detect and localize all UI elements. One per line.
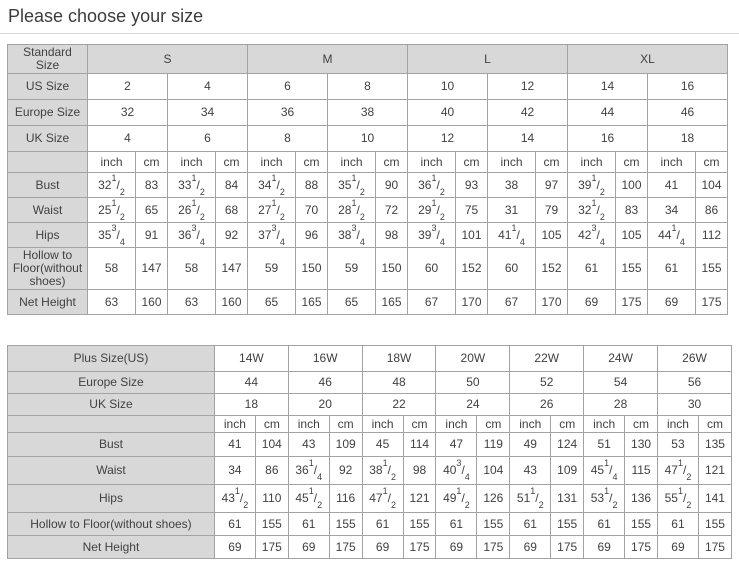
measure-cell: 75 (456, 198, 488, 223)
measure-cell: 69 (288, 536, 329, 559)
measure-cell: 175 (696, 290, 728, 315)
measure-cell: 63 (168, 290, 216, 315)
measure-cell: 110 (255, 485, 288, 513)
measure-cell: $35^1/_2$ (328, 173, 376, 198)
row-label: Hips (8, 485, 215, 513)
measure-cell: 98 (403, 457, 436, 485)
measure-cell: 175 (255, 536, 288, 559)
measure-cell: $41^1/_4$ (488, 223, 536, 248)
unit-header: cm (216, 152, 248, 173)
size-header: 16W (288, 346, 362, 372)
measure-cell: 155 (616, 248, 648, 290)
measure-cell: 155 (696, 248, 728, 290)
unit-header: inch (648, 152, 696, 173)
size-value-cell: 34 (168, 100, 248, 126)
unit-header: cm (696, 152, 728, 173)
size-value-cell: 24 (436, 394, 510, 416)
measure-cell: 69 (658, 536, 699, 559)
unit-header: cm (616, 152, 648, 173)
measure-cell: 175 (625, 536, 658, 559)
size-value-cell: 28 (584, 394, 658, 416)
measure-cell: 126 (477, 485, 510, 513)
measure-cell: 131 (551, 485, 584, 513)
measure-cell: 65 (136, 198, 168, 223)
unit-header: cm (255, 416, 288, 433)
measure-cell: 155 (329, 513, 362, 536)
unit-header: cm (403, 416, 436, 433)
size-value-cell: 6 (248, 74, 328, 100)
measure-cell: 92 (329, 457, 362, 485)
size-value-cell: 48 (362, 372, 436, 394)
measure-cell: $37^3/_4$ (248, 223, 296, 248)
size-value-cell: 12 (408, 126, 488, 152)
size-value-cell: 14 (568, 74, 648, 100)
measure-cell: $55^1/_2$ (658, 485, 699, 513)
measure-cell: 61 (510, 513, 551, 536)
unit-header: inch (328, 152, 376, 173)
measure-cell: 104 (696, 173, 728, 198)
size-value-cell: 18 (648, 126, 728, 152)
measure-cell: 58 (168, 248, 216, 290)
measure-cell: 34 (648, 198, 696, 223)
measure-cell: 135 (698, 433, 731, 457)
size-header: 18W (362, 346, 436, 372)
unit-header: inch (214, 416, 255, 433)
measure-cell: 61 (658, 513, 699, 536)
size-value-cell: 46 (648, 100, 728, 126)
size-value-cell: 10 (408, 74, 488, 100)
size-value-cell: 26 (510, 394, 584, 416)
measure-cell: 63 (88, 290, 136, 315)
measure-cell: 116 (329, 485, 362, 513)
unit-header: cm (536, 152, 568, 173)
measure-cell: 41 (648, 173, 696, 198)
measure-cell: 124 (551, 433, 584, 457)
size-value-cell: 38 (328, 100, 408, 126)
unit-header: inch (88, 152, 136, 173)
measure-cell: 91 (136, 223, 168, 248)
title-divider (0, 33, 739, 34)
measure-cell: $43^1/_2$ (214, 485, 255, 513)
size-value-cell: 40 (408, 100, 488, 126)
measure-cell: $39^3/_4$ (408, 223, 456, 248)
unit-header: inch (658, 416, 699, 433)
measure-cell: $47^1/_2$ (658, 457, 699, 485)
measure-cell: $27^1/_2$ (248, 198, 296, 223)
row-label: UK Size (8, 394, 215, 416)
measure-cell: 61 (288, 513, 329, 536)
measure-cell: 98 (376, 223, 408, 248)
measure-cell: $53^1/_2$ (584, 485, 625, 513)
size-value-cell: 36 (248, 100, 328, 126)
size-value-cell: 12 (488, 74, 568, 100)
unit-header: inch (288, 416, 329, 433)
measure-cell: 109 (329, 433, 362, 457)
size-value-cell: 14 (488, 126, 568, 152)
measure-cell: 170 (536, 290, 568, 315)
measure-cell: 58 (88, 248, 136, 290)
measure-cell: $38^3/_4$ (328, 223, 376, 248)
unit-header: inch (568, 152, 616, 173)
measure-cell: 90 (376, 173, 408, 198)
size-header: 20W (436, 346, 510, 372)
row-label: Hollow to Floor(without shoes) (8, 248, 88, 290)
unit-header: inch (436, 416, 477, 433)
measure-cell: 51 (584, 433, 625, 457)
measure-cell: 175 (551, 536, 584, 559)
measure-cell: 150 (376, 248, 408, 290)
measure-cell: 115 (625, 457, 658, 485)
size-value-cell: 20 (288, 394, 362, 416)
measure-cell: 67 (408, 290, 456, 315)
unit-row-label (8, 152, 88, 173)
measure-cell: 160 (136, 290, 168, 315)
unit-header: inch (408, 152, 456, 173)
measure-cell: 69 (510, 536, 551, 559)
measure-cell: $29^1/_2$ (408, 198, 456, 223)
size-value-cell: 44 (568, 100, 648, 126)
measure-cell: $32^1/_2$ (88, 173, 136, 198)
size-header: L (408, 45, 568, 74)
measure-cell: $26^1/_2$ (168, 198, 216, 223)
measure-cell: 83 (616, 198, 648, 223)
size-value-cell: 50 (436, 372, 510, 394)
measure-cell: 136 (625, 485, 658, 513)
size-value-cell: 10 (328, 126, 408, 152)
measure-cell: 175 (616, 290, 648, 315)
measure-cell: $47^1/_2$ (362, 485, 403, 513)
measure-cell: 119 (477, 433, 510, 457)
measure-cell: $44^1/_4$ (648, 223, 696, 248)
row-label: Bust (8, 433, 215, 457)
measure-cell: 67 (488, 290, 536, 315)
measure-cell: 155 (625, 513, 658, 536)
size-value-cell: 16 (568, 126, 648, 152)
measure-cell: 84 (216, 173, 248, 198)
size-value-cell: 32 (88, 100, 168, 126)
size-value-cell: 8 (248, 126, 328, 152)
size-value-cell: 42 (488, 100, 568, 126)
measure-cell: 69 (362, 536, 403, 559)
size-value-cell: 30 (658, 394, 732, 416)
measure-cell: 92 (216, 223, 248, 248)
unit-header: cm (376, 152, 408, 173)
measure-cell: 49 (510, 433, 551, 457)
measure-cell: $38^1/_2$ (362, 457, 403, 485)
row-label: Hips (8, 223, 88, 248)
measure-cell: $33^1/_2$ (168, 173, 216, 198)
measure-cell: $45^1/_2$ (288, 485, 329, 513)
unit-header: inch (510, 416, 551, 433)
size-header: XL (568, 45, 728, 74)
measure-cell: 155 (403, 513, 436, 536)
measure-cell: 88 (296, 173, 328, 198)
measure-cell: $36^1/_4$ (288, 457, 329, 485)
unit-header: inch (488, 152, 536, 173)
size-header: S (88, 45, 248, 74)
measure-cell: 61 (362, 513, 403, 536)
row-label: Bust (8, 173, 88, 198)
measure-cell: 155 (698, 513, 731, 536)
measure-cell: 61 (584, 513, 625, 536)
size-value-cell: 4 (168, 74, 248, 100)
row-label: Europe Size (8, 372, 215, 394)
size-value-cell: 56 (658, 372, 732, 394)
measure-cell: 34 (214, 457, 255, 485)
measure-cell: 86 (255, 457, 288, 485)
unit-header: cm (551, 416, 584, 433)
size-row-label: Standard Size (8, 45, 88, 74)
measure-cell: $32^1/_2$ (568, 198, 616, 223)
measure-cell: 152 (456, 248, 488, 290)
measure-cell: 114 (403, 433, 436, 457)
measure-cell: 69 (436, 536, 477, 559)
measure-cell: 59 (248, 248, 296, 290)
measure-cell: 100 (616, 173, 648, 198)
measure-cell: $49^1/_2$ (436, 485, 477, 513)
measure-cell: 86 (696, 198, 728, 223)
measure-cell: 61 (648, 248, 696, 290)
measure-cell: 69 (214, 536, 255, 559)
measure-cell: 65 (248, 290, 296, 315)
measure-cell: 83 (136, 173, 168, 198)
measure-cell: 65 (328, 290, 376, 315)
measure-cell: 147 (216, 248, 248, 290)
size-header: 26W (658, 346, 732, 372)
measure-cell: 101 (456, 223, 488, 248)
measure-cell: 41 (214, 433, 255, 457)
measure-cell: 147 (136, 248, 168, 290)
measure-cell: 43 (510, 457, 551, 485)
measure-cell: 112 (696, 223, 728, 248)
size-header: 22W (510, 346, 584, 372)
size-value-cell: 8 (328, 74, 408, 100)
size-header: 14W (214, 346, 288, 372)
size-value-cell: 22 (362, 394, 436, 416)
measure-cell: 155 (551, 513, 584, 536)
size-header: M (248, 45, 408, 74)
size-value-cell: 44 (214, 372, 288, 394)
measure-cell: 155 (255, 513, 288, 536)
size-value-cell: 6 (168, 126, 248, 152)
measure-cell: 165 (296, 290, 328, 315)
row-label: Europe Size (8, 100, 88, 126)
unit-header: cm (456, 152, 488, 173)
unit-row-label (8, 416, 215, 433)
measure-cell: 105 (536, 223, 568, 248)
measure-cell: 61 (568, 248, 616, 290)
measure-cell: 72 (376, 198, 408, 223)
row-label: US Size (8, 74, 88, 100)
measure-cell: 150 (296, 248, 328, 290)
measure-cell: $40^3/_4$ (436, 457, 477, 485)
measure-cell: 45 (362, 433, 403, 457)
measure-cell: 47 (436, 433, 477, 457)
measure-cell: 96 (296, 223, 328, 248)
unit-header: cm (625, 416, 658, 433)
row-label: Net Height (8, 536, 215, 559)
measure-cell: 97 (536, 173, 568, 198)
measure-cell: 79 (536, 198, 568, 223)
measure-cell: 152 (536, 248, 568, 290)
size-value-cell: 4 (88, 126, 168, 152)
measure-cell: 69 (584, 536, 625, 559)
measure-cell: 175 (698, 536, 731, 559)
measure-cell: 175 (329, 536, 362, 559)
measure-cell: 175 (477, 536, 510, 559)
measure-cell: 68 (216, 198, 248, 223)
measure-cell: 61 (436, 513, 477, 536)
measure-cell: 160 (216, 290, 248, 315)
measure-cell: 69 (568, 290, 616, 315)
row-label: Waist (8, 198, 88, 223)
unit-header: inch (362, 416, 403, 433)
page-title: Please choose your size (8, 6, 204, 26)
measure-cell: 69 (648, 290, 696, 315)
measure-cell: 61 (214, 513, 255, 536)
measure-cell: 109 (551, 457, 584, 485)
size-value-cell: 54 (584, 372, 658, 394)
measure-cell: $45^1/_4$ (584, 457, 625, 485)
measure-cell: $51^1/_2$ (510, 485, 551, 513)
measure-cell: $28^1/_2$ (328, 198, 376, 223)
measure-cell: 175 (403, 536, 436, 559)
measure-cell: 53 (658, 433, 699, 457)
measure-cell: 104 (255, 433, 288, 457)
measure-cell: 104 (477, 457, 510, 485)
measure-cell: 165 (376, 290, 408, 315)
measure-cell: $34^1/_2$ (248, 173, 296, 198)
measure-cell: 121 (698, 457, 731, 485)
measure-cell: 60 (488, 248, 536, 290)
size-value-cell: 18 (214, 394, 288, 416)
measure-cell: $39^1/_2$ (568, 173, 616, 198)
unit-header: cm (296, 152, 328, 173)
measure-cell: 70 (296, 198, 328, 223)
size-value-cell: 46 (288, 372, 362, 394)
measure-cell: 141 (698, 485, 731, 513)
measure-cell: $36^3/_4$ (168, 223, 216, 248)
row-label: Net Height (8, 290, 88, 315)
measure-cell: $25^1/_2$ (88, 198, 136, 223)
row-label: Waist (8, 457, 215, 485)
size-value-cell: 2 (88, 74, 168, 100)
measure-cell: 155 (477, 513, 510, 536)
measure-cell: 38 (488, 173, 536, 198)
measure-cell: $42^3/_4$ (568, 223, 616, 248)
unit-header: cm (477, 416, 510, 433)
row-label: Hollow to Floor(without shoes) (8, 513, 215, 536)
standard-size-table (7, 44, 728, 315)
plus-size-table (7, 345, 732, 559)
size-row-label: Plus Size(US) (8, 346, 215, 372)
unit-header: inch (168, 152, 216, 173)
measure-cell: $35^3/_4$ (88, 223, 136, 248)
unit-header: inch (584, 416, 625, 433)
unit-header: cm (698, 416, 731, 433)
measure-cell: 121 (403, 485, 436, 513)
measure-cell: 93 (456, 173, 488, 198)
measure-cell: 31 (488, 198, 536, 223)
row-label: UK Size (8, 126, 88, 152)
measure-cell: 59 (328, 248, 376, 290)
unit-header: cm (136, 152, 168, 173)
measure-cell: 105 (616, 223, 648, 248)
size-header: 24W (584, 346, 658, 372)
unit-header: cm (329, 416, 362, 433)
unit-header: inch (248, 152, 296, 173)
size-value-cell: 52 (510, 372, 584, 394)
measure-cell: 60 (408, 248, 456, 290)
measure-cell: 130 (625, 433, 658, 457)
size-value-cell: 16 (648, 74, 728, 100)
measure-cell: 170 (456, 290, 488, 315)
measure-cell: $36^1/_2$ (408, 173, 456, 198)
measure-cell: 43 (288, 433, 329, 457)
